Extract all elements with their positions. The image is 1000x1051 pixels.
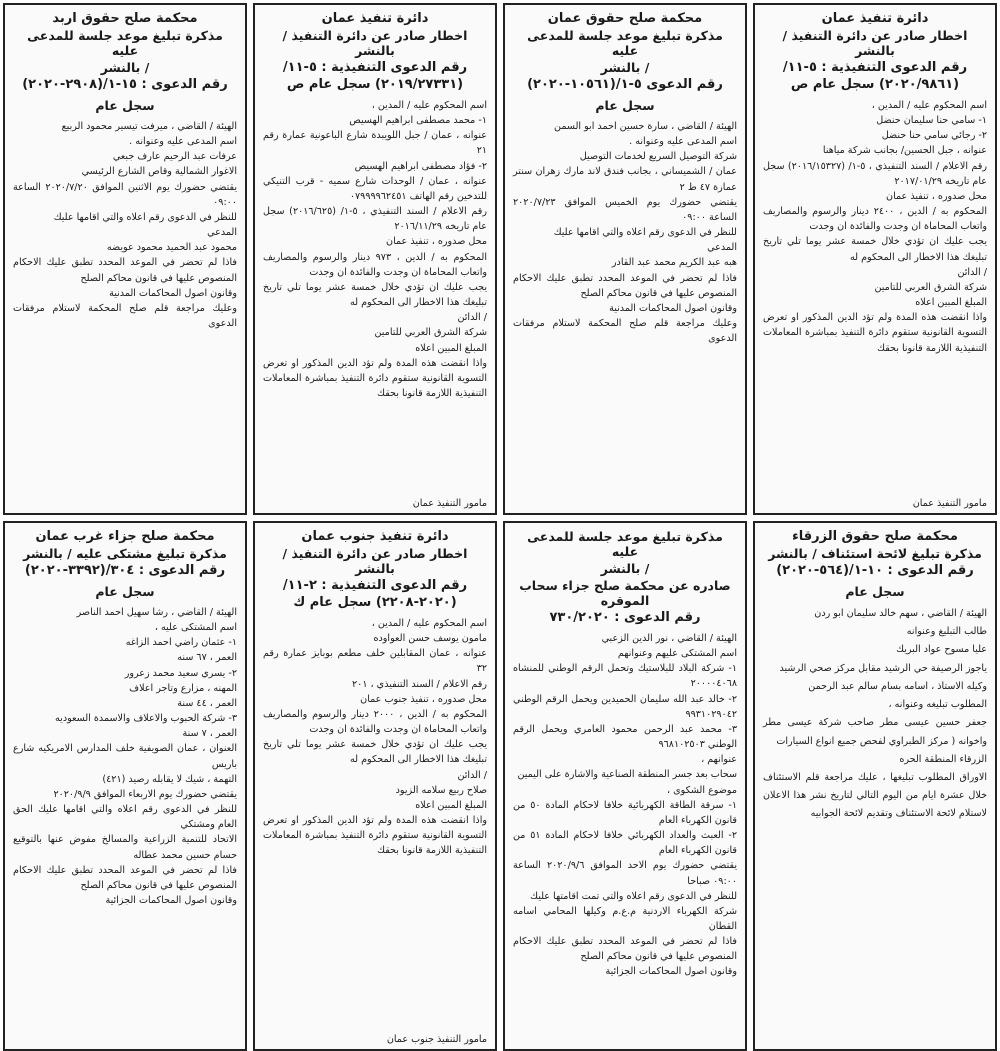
body-line: الزرقاء المنطقة الحره	[899, 753, 987, 765]
notice-body	[263, 98, 487, 401]
notice-subheading: اخطار صادر عن دائرة التنفيذ / بالنشر	[782, 28, 968, 58]
body-line: رقم الاعلام / السند التنفيذي ، ٥-١/ (٢٠١٦/٦٢٥) سجل عام تاريخه ٢٠١٦/١١/٢٩	[263, 206, 488, 233]
body-line: فاذا لم تحضر في الموعد المحدد تطبق عليك الاحكام المنصوص عليها في قانون محاكم الصلح	[13, 257, 237, 284]
body-line: محمود عبد الحميد محمود عويضه	[106, 242, 237, 254]
body-line: ١- محمد مصطفى ابراهيم الهسيص	[349, 115, 487, 127]
notice-subheading: مذكرة تبليغ لائحة استئناف / بالنشر	[768, 546, 982, 561]
case-number: (٢٠٢٠-٢٢٠٨) سجل عام ك	[293, 595, 457, 610]
body-line: للنظر في الدعوى رقم اعلاه والتي تمت اقامتها عليك	[530, 890, 737, 902]
body-line: ٢- رجائي سامي حنا حنضل	[881, 130, 987, 142]
body-line: / الدائن	[957, 266, 987, 278]
body-line: اسم المشتكى عليهم وعنوانهم	[617, 648, 737, 660]
body-line: التهمة ، شيك لا يقابله رصيد (٤٢١)	[102, 773, 237, 785]
body-line: العمر ، ٧ سنة	[182, 728, 237, 740]
body-line: المبلغ المبين اعلاه	[915, 297, 987, 309]
notice-heading: صادره عن محكمة صلح جزاء سحاب الموقره	[519, 578, 731, 608]
notice-amman-court	[503, 3, 747, 515]
notice-body	[513, 631, 737, 980]
body-line: جعفر حسين عيسى مطر صاحب شركة عيسى مطر واخوانه ( مركز الطبراوي لفحص جميع انواع السيارات	[763, 717, 987, 747]
body-line: وعليك مراجعة قلم صلح المحكمة لاستلام مرفقات الدعوى	[13, 302, 237, 330]
notice-body	[513, 119, 737, 346]
notice-subheading: / بالنشر	[100, 60, 150, 75]
body-line: عنوانه ، عمان / جبل اللويبدة شارع الباعونية عمارة رقم ٢١	[263, 130, 487, 157]
body-line: فاذا لم تحضر في الموعد المحدد تطبق عليك الاحكام المنصوص عليها في قانون محاكم الصلح	[513, 272, 737, 299]
body-line: وقانون اصول المحاكمات الجزائية	[105, 894, 237, 906]
notice-signature: مامور التنفيذ عمان	[412, 498, 487, 509]
notice-heading: محكمة صلح حقوق الزرقاء	[792, 529, 958, 544]
notice-signature: مامور التنفيذ عمان	[912, 498, 987, 509]
body-line: اسم المحكوم عليه / المدين ،	[371, 100, 487, 111]
body-line: الهيئة / القاضي ، سارة حسين احمد ابو السمن	[554, 121, 737, 132]
body-line: عليا مسوح عواد البريك	[896, 644, 987, 656]
notice-sahab-criminal-court	[503, 521, 747, 1051]
body-line: واذا انقضت هذه المدة ولم تؤد الدين المذكور او تعرض التسوية القانونية ستقوم دائرة التنفيذ بمباشرة المعاملات التنفيذية اللازمة قانونا بحقك	[763, 312, 987, 354]
notice-amman-execution-1	[253, 3, 497, 515]
body-line: عنوانه ، عمان / الوحدات شارع سميه - قرب التنيكي للتدخين رقم الهاتف ٠٧٩٩٩٩٦٢٤٥١	[263, 175, 487, 202]
body-line: المطلوب تبليغه وعنوانه ،	[888, 699, 987, 711]
body-line: هبه عبد الكريم محمد عبد القادر	[611, 257, 737, 269]
notice-amman-execution-2	[753, 3, 997, 515]
body-line: يقتضي حضورك يوم الخميس الموافق ٢٠٢٠/٧/٢٣ الساعة ٠٩:٠٠	[513, 196, 737, 223]
body-line: يجب عليك ان تؤدي خلال خمسة عشر يوما تلي تاريخ تبليغك هذا الاخطار الى المحكوم له	[263, 739, 487, 766]
notice-heading: محكمة صلح جزاء غرب عمان	[35, 529, 215, 544]
body-line: صلاح ربيع سلامه الزيود	[395, 784, 487, 796]
body-line: وقانون اصول المحاكمات الجزائية	[605, 966, 737, 978]
notice-body	[263, 616, 487, 859]
body-line: يجب عليك ان تؤدي خلال خمسة عشر يوما تلي تاريخ تبليغك هذا الاخطار الى المحكوم له	[763, 236, 987, 263]
body-line: شركة الكهرباء الاردنية م.ع.م وكيلها المحامي اسامه القطان	[513, 905, 737, 932]
body-line: ١- سرقة الطاقة الكهربائية خلافا لاحكام المادة ٥٠ من قانون الكهرباء العام	[513, 799, 737, 826]
body-line: طالب التبليغ وعنوانه	[906, 626, 987, 638]
body-line: عنوانهم ،	[701, 754, 737, 766]
body-line: المحكوم به / الدين ، ٢٠٠٠ دينار والرسوم والمصاريف واتعاب المحاماة ان وجدت والفائدة ان وجدت	[263, 708, 487, 736]
body-line: / الدائن	[457, 769, 487, 781]
body-line: محل صدوره ، تنفيذ عمان	[886, 190, 987, 202]
body-line: المحكوم به / الدين ، ٩٧٣ دينار والرسوم والمصاريف واتعاب المحاماة ان وجدت والفائدة ان وجدت	[263, 251, 487, 278]
notice-body	[763, 605, 987, 824]
body-line: رقم الاعلام / السند التنفيذي ، ٢٠١	[352, 678, 487, 690]
body-line: يجب عليك ان تؤدي خلال خمسة عشر يوما تلي تاريخ تبليغك هذا الاخطار الى المحكوم له	[263, 281, 487, 309]
body-line: اسم المدعى عليه وعنوانه .	[629, 136, 737, 148]
body-line: للنظر في الدعوى رقم اعلاه والتي اقامها عليك	[553, 227, 737, 239]
notice-subheading: مذكرة تبليغ موعد جلسة للمدعى عليه	[27, 28, 223, 58]
case-number: رقم الدعوى : ١٠-١/(٥٦٤-٢٠٢٠)	[776, 563, 974, 578]
body-line: شركة الشرق العربي للتامين	[374, 327, 487, 339]
notice-body	[13, 119, 237, 331]
notice-heading: محكمة صلح حقوق عمان	[547, 11, 703, 26]
body-line: شركة الشرق العربي للتامين	[874, 281, 987, 293]
case-number: رقم الدعوى : ١٥-١/(٢٩٠٨-٢٠٢٠)	[22, 77, 228, 92]
body-line: فاذا لم تحضر في الموعد المحدد تطبق عليك الاحكام المنصوص عليها في قانون محاكم الصلح	[513, 936, 737, 963]
case-number: رقم الدعوى : ٣٠٤/(٣٣٩٢-٢٠٢٠)	[24, 563, 226, 578]
body-line: الاغوار الشمالية وقاص الشارع الرئيسي	[81, 166, 237, 178]
body-line: يقتضي حضورك يوم الاحد الموافق ٢٠٢٠/٩/٦ الساعة ٠٩:٠٠ صباحا	[513, 860, 737, 887]
body-line: موضوع الشكوى ،	[666, 784, 737, 796]
body-line: المدعي	[707, 242, 737, 254]
body-line: ٢- العبث والعداد الكهربائي خلافا لاحكام المادة ٥١ من قانون الكهرباء العام	[513, 830, 737, 857]
body-line: اسم المشتكى عليه ،	[154, 622, 237, 634]
body-line: العنوان ، عمان الصويفية خلف المدارس الامريكيه شارع باريس	[13, 743, 237, 770]
notice-body	[763, 98, 987, 356]
case-number: رقم الدعوى التنفيذية : ٢-١١/	[282, 578, 468, 593]
body-line: الهيئة / القاضي ، نور الدين الزعبي	[601, 633, 737, 644]
body-line: المهنه ، مزارع وتاجر اعلاف	[129, 682, 237, 694]
register-label: سجل عام	[95, 584, 155, 599]
body-line: يقتضي حضورك يوم الاثنين الموافق ٢٠٢٠/٧/٢٠ الساعة ٠٩:٠٠	[13, 181, 237, 208]
case-number: رقم الدعوى ٥-١/(١٠٥٦١-٢٠٢٠)	[527, 77, 723, 92]
notice-subheading: مذكرة تبليغ مشتكى عليه / بالنشر	[23, 546, 227, 561]
body-line: المبلغ المبين اعلاه	[415, 342, 487, 354]
body-line: وعليك مراجعة قلم صلح المحكمة لاستلام مرفقات الدعوى	[513, 318, 737, 345]
case-number: (٢٠١٩/٢٧٣٣١) سجل عام ص	[286, 77, 464, 92]
body-line: ٣- شركة الحبوب والاعلاف والاسمدة السعوديه	[55, 713, 237, 725]
body-line: وقانون اصول المحاكمات المدنية	[609, 302, 737, 314]
body-line: فاذا لم تحضر في الموعد المحدد تطبق عليك الاحكام المنصوص عليها في قانون محاكم الصلح	[13, 864, 237, 891]
body-line: المحكوم به / الدين ، ٢٤٠٠ دينار والرسوم والمصاريف واتعاب المحاماة ان وجدت والفائدة ان وجدت	[763, 206, 987, 233]
body-line: ٢- يسري سعيد محمد زعرور	[124, 667, 237, 679]
body-line: ١- سامي حنا سليمان حنضل	[876, 115, 987, 127]
body-line: مامون يوسف حسن العواوده	[373, 633, 487, 645]
body-line: اسم المحكوم عليه / المدين ،	[871, 100, 987, 111]
body-line: العمر ، ٦٧ سنه	[177, 652, 237, 664]
notice-subheading: مذكرة تبليغ موعد جلسة للمدعى عليه	[527, 529, 723, 559]
notice-heading: محكمة صلح حقوق اربد	[52, 11, 198, 26]
notice-signature: مامور التنفيذ جنوب عمان	[386, 1034, 487, 1045]
notice-subheading: / بالنشر	[600, 60, 650, 75]
notice-subheading: اخطار صادر عن دائرة التنفيذ / بالنشر	[282, 546, 468, 576]
case-number: رقم الدعوى : ٧٣٠/٢٠٢٠	[549, 610, 701, 625]
notice-body	[13, 605, 237, 908]
body-line: اسم المحكوم عليه / المدين ،	[371, 618, 487, 629]
body-line: الهيئة / القاضي ، سهم خالد سليمان ابو ردن	[814, 608, 987, 619]
body-line: الهيئة / القاضي ، رشا سهيل احمد الناصر	[76, 607, 237, 618]
body-line: للنظر في الدعوى رقم اعلاه والتي اقامها عليك الحق العام ومشتكي	[13, 804, 237, 831]
body-line: / الدائن	[457, 312, 487, 324]
notice-heading: دائرة تنفيذ عمان	[321, 11, 429, 26]
body-line: عنوانه ، جبل الحسين/ بجانب شركة مياهنا	[822, 145, 987, 157]
body-line: يقتضي حضورك يوم الاربعاء الموافق ٢٠٢٠/٩/٩	[53, 788, 237, 800]
register-label: سجل عام	[595, 98, 655, 113]
body-line: شركة التوصيل السريع لخدمات التوصيل	[579, 151, 737, 163]
body-line: ٢- خالد عبد الله سليمان الحميدين ويحمل الرقم الوطني ٩٩٣١٠٢٩٠٤٢	[513, 693, 737, 720]
notice-subheading: مذكرة تبليغ موعد جلسة للمدعى عليه	[527, 28, 723, 58]
body-line: محل صدوره ، تنفيذ جنوب عمان	[360, 693, 487, 705]
body-line: رقم الاعلام / السند التنفيذي ، ٥-١/ (٢٠١٦/١٥٣٢٧) سجل عام تاريخه ٢٠١٧/٠١/٢٩	[763, 160, 987, 187]
body-line: اسم المدعى عليه وعنوانه .	[129, 136, 237, 148]
body-line: الاتحاد للتنمية الزراعية والمسالخ مفوض عنها بالتوقيع حسام حسين محمد عطاله	[13, 834, 237, 861]
body-line: واذا انقضت هذه المدة ولم تؤد الدين المذكور او تعرض التسوية القانونية ستقوم دائرة التنفيذ بمباشرة المعاملات التنفيذية اللازمة قانونا بحقك	[263, 357, 487, 399]
body-line: سحاب بعد جسر المنطقة الصناعية والاشارة على اليمين	[517, 769, 737, 781]
body-line: العمر ، ٤٤ سنة	[177, 697, 237, 709]
body-line: للنظر في الدعوى رقم اعلاه والتي اقامها عليك	[53, 211, 237, 223]
notice-south-amman-execution	[253, 521, 497, 1051]
case-number: (٢٠٢٠/٩٨٦١) سجل عام ص	[790, 77, 960, 92]
body-line: ١- شركة البلاد للبلاستيك وتحمل الرقم الوطني للمنشاه ٢٠٠٠٠٤٠٦٨	[513, 663, 737, 690]
register-label: سجل عام	[95, 98, 155, 113]
notice-zarqa-court	[753, 521, 997, 1051]
notice-heading: دائرة تنفيذ جنوب عمان	[301, 529, 449, 544]
case-number: رقم الدعوى التنفيذية : ٥-١١/	[782, 60, 968, 75]
body-line: عرفات عبد الرحيم عارف جبعي	[112, 151, 237, 163]
body-line: وقانون اصول المحاكمات المدنية	[109, 287, 237, 299]
body-line: ياجوز الرصيفة حي الرشيد مقابل مركز صحي الرشيد	[779, 662, 987, 674]
body-line: الاوراق المطلوب تبليغها ، عليك مراجعة قلم الاستئناف خلال عشرة ايام من اليوم التالي لتاريخ نشر هذا الاعلان لاستلام لائحة الاستئناف وتقديم لائحة الجوابيه	[763, 771, 987, 820]
body-line: الهيئة / القاضي ، ميرفت تيسير محمود الربيع	[61, 121, 237, 132]
body-line: عمان / الشميساني ، بجانب فندق لاند مارك زهران سنتر عمارة ٤٧ ط ٢	[513, 166, 737, 193]
body-line: واذا انقضت هذه المدة ولم تؤد الدين المذكور او تعرض التسوية القانونية ستقوم دائرة التنفيذ بمباشرة المعاملات التنفيذية اللازمة قانونا بحقك	[263, 815, 487, 857]
body-line: وكيله الاستاذ ، اسامه بسام سالم عبد الرحمن	[808, 680, 987, 692]
body-line: المبلغ المبين اعلاه	[415, 799, 487, 811]
body-line: عنوانه ، عمان المقابلين خلف مطعم بوبايز عمارة رقم ٣٢	[263, 648, 487, 675]
notice-irbid-court	[3, 3, 247, 515]
body-line: ٢- فؤاد مصطفى ابراهيم الهسيص	[354, 160, 487, 172]
notice-subheading: اخطار صادر عن دائرة التنفيذ / بالنشر	[282, 28, 468, 58]
case-number: رقم الدعوى التنفيذية : ٥-١١/	[282, 60, 468, 75]
body-line: ٣- محمد عبد الرحمن محمود العامري ويحمل الرقم الوطني ٩٦٨١٠٢٥٠٣	[513, 723, 737, 751]
notice-west-amman-criminal-court	[3, 521, 247, 1051]
body-line: محل صدوره ، تنفيذ عمان	[386, 236, 487, 248]
register-label: سجل عام	[845, 584, 905, 599]
body-line: المدعي	[207, 227, 237, 239]
notice-subheading: / بالنشر	[600, 561, 650, 576]
body-line: ١- عثمان راضي احمد الزاغه	[125, 637, 237, 649]
notice-heading: دائرة تنفيذ عمان	[821, 11, 929, 26]
